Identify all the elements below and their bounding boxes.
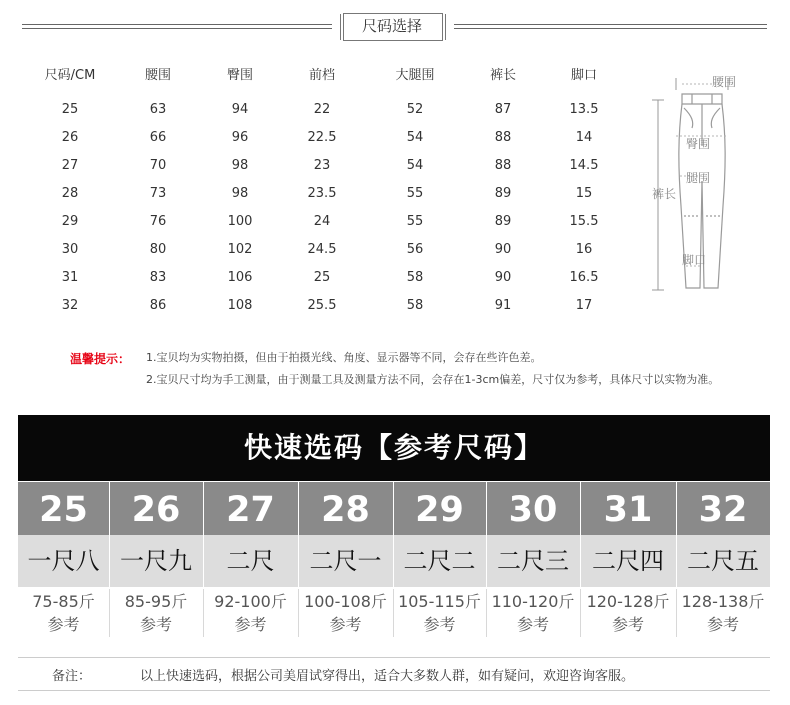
size-table-cell: 96: [231, 130, 249, 145]
size-table-cell: 86: [149, 298, 167, 313]
quick-size-ref: 参考: [139, 615, 172, 634]
size-table-cell: 94: [231, 102, 249, 117]
size-table-header-cell: 大腿围: [395, 68, 435, 83]
notes-label: 温馨提示：: [70, 352, 131, 366]
size-table-cell: 89: [494, 214, 512, 229]
size-table-header-cell: 尺码/CM: [44, 68, 96, 83]
size-table-cell: 56: [406, 242, 424, 257]
size-table-cell: 27: [61, 158, 79, 173]
size-table-cell: 22.5: [307, 130, 337, 145]
header-divider-left: [22, 24, 332, 29]
grid-lower-divider: [676, 589, 677, 637]
size-table-header-cell: 腰围: [144, 68, 171, 83]
quick-size-number: 26: [109, 482, 203, 535]
size-table-cell: 108: [227, 298, 253, 313]
size-table-cell: 106: [227, 270, 253, 285]
size-table-cell: 31: [61, 270, 79, 285]
size-table-cell: 55: [406, 186, 424, 201]
size-table-header-cell: 前档: [308, 68, 335, 83]
size-table-cell: 23: [313, 158, 331, 173]
size-table-cell: 98: [231, 158, 249, 173]
size-table-cell: 90: [494, 270, 512, 285]
size-table-cell: 16: [575, 242, 593, 257]
grid-lower-divider: [580, 589, 581, 637]
size-table-cell: 30: [61, 242, 79, 257]
quick-size-column-28: [298, 482, 393, 657]
page-title: 尺码选择: [361, 17, 422, 35]
size-table-cell: 29: [61, 214, 79, 229]
quick-size-weight: 128-138斤: [681, 592, 765, 611]
quick-size-number: 29: [393, 482, 486, 535]
size-table-cell: 58: [406, 298, 424, 313]
size-table-cell: 88: [494, 158, 512, 173]
size-table-cell: 24: [313, 214, 331, 229]
size-table-cell: 26: [61, 130, 79, 145]
size-table-cell: 14: [575, 130, 593, 145]
note-line-1: 1.宝贝均为实物拍摄，但由于拍摄光线、角度、显示器等不同，会存在些许色差。: [146, 351, 542, 364]
quick-size-number: 31: [580, 482, 676, 535]
grid-lower-divider: [393, 589, 394, 637]
header-divider-right: [454, 24, 767, 29]
quick-size-weight: 110-120斤: [491, 592, 575, 611]
quick-size-column-25: [18, 482, 109, 657]
size-table-cell: 80: [149, 242, 167, 257]
quick-size-chinese: 二尺四: [580, 535, 676, 587]
size-table-cell: 17: [575, 298, 593, 313]
size-table-cell: 54: [406, 130, 424, 145]
length-label: 裤长: [652, 187, 677, 201]
hip-label: 臀围: [686, 137, 711, 151]
size-table-cell: 25: [313, 270, 331, 285]
pants-measurement-diagram: [640, 66, 780, 306]
quick-size-ref: 参考: [329, 615, 362, 634]
quick-size-weight: 120-128斤: [586, 592, 670, 611]
size-table-cell: 25.5: [307, 298, 337, 313]
size-table-cell: 90: [494, 242, 512, 257]
quick-size-ref: 参考: [611, 615, 644, 634]
size-table-cell: 87: [494, 102, 512, 117]
size-table-cell: 76: [149, 214, 167, 229]
grid-lower-divider: [109, 589, 110, 637]
size-table-cell: 73: [149, 186, 167, 201]
size-table-cell: 54: [406, 158, 424, 173]
quick-size-weight: 100-108斤: [304, 592, 387, 611]
quick-size-weight: 75-85斤: [32, 592, 95, 611]
quick-size-column-30: [486, 482, 580, 657]
quick-size-ref: 参考: [516, 615, 549, 634]
quick-size-ref: 参考: [423, 615, 456, 634]
hem-label: 脚口: [682, 253, 707, 267]
quick-size-column-29: [393, 482, 486, 657]
quick-size-column-31: [580, 482, 676, 657]
quick-size-chinese: 二尺二: [393, 535, 486, 587]
size-table-cell: 58: [406, 270, 424, 285]
grid-lower-divider: [203, 589, 204, 637]
quick-size-number: 25: [18, 482, 109, 535]
footer-label: 备注：: [52, 669, 92, 684]
quick-size-weight: 85-95斤: [124, 592, 188, 611]
waist-label: 腰围: [712, 75, 737, 89]
quick-size-weight: 92-100斤: [214, 592, 287, 611]
size-table-cell: 91: [494, 298, 512, 313]
quick-size-chinese: 一尺九: [109, 535, 203, 587]
note-line-2: 2.宝贝尺寸均为手工测量，由于测量工具及测量方法不同，会存在1-3cm偏差，尺寸仅为参考，具体尺寸以实物为准。: [146, 373, 720, 386]
quick-size-column-27: [203, 482, 298, 657]
quick-size-number: 28: [298, 482, 393, 535]
size-table-cell: 13.5: [569, 102, 599, 117]
size-table-cell: 63: [149, 102, 167, 117]
quick-size-weight: 105-115斤: [398, 592, 481, 611]
size-table-cell: 88: [494, 130, 512, 145]
size-table-cell: 28: [61, 186, 79, 201]
size-table-cell: 52: [406, 102, 424, 117]
quick-size-chinese: 一尺八: [18, 535, 109, 587]
quick-size-number: 27: [203, 482, 298, 535]
grid-lower-divider: [486, 589, 487, 637]
size-table-cell: 25: [61, 102, 79, 117]
size-table-cell: 15: [575, 186, 593, 201]
size-table-cell: 70: [149, 158, 167, 173]
grid-lower-divider: [298, 589, 299, 637]
size-table-cell: 83: [149, 270, 167, 285]
quick-size-number: 32: [676, 482, 770, 535]
size-table-cell: 15.5: [569, 214, 599, 229]
size-table-cell: 66: [149, 130, 167, 145]
size-table-cell: 14.5: [569, 158, 599, 173]
quick-size-ref: 参考: [234, 615, 267, 634]
size-table-cell: 32: [61, 298, 79, 313]
quick-size-ref: 参考: [706, 615, 739, 634]
size-table-cell: 55: [406, 214, 424, 229]
footer-text: 以上快速选码，根据公司美眉试穿得出，适合大多数人群，如有疑问，欢迎咨询客服。: [140, 669, 635, 684]
footer-divider: [18, 690, 770, 691]
size-table-cell: 89: [494, 186, 512, 201]
quick-size-chinese: 二尺: [203, 535, 298, 587]
quick-size-ref: 参考: [47, 615, 80, 634]
size-table-cell: 98: [231, 186, 249, 201]
quick-size-chinese: 二尺五: [676, 535, 770, 587]
size-table-cell: 24.5: [307, 242, 337, 257]
size-table-cell: 16.5: [569, 270, 599, 285]
size-table-cell: 102: [227, 242, 253, 257]
size-table-cell: 100: [227, 214, 253, 229]
size-table-header-cell: 臀围: [226, 68, 253, 83]
size-table-cell: 22: [313, 102, 331, 117]
quick-size-column-32: [676, 482, 770, 657]
quick-size-chinese: 二尺一: [298, 535, 393, 587]
thigh-label: 腿围: [686, 171, 711, 185]
quick-size-column-26: [109, 482, 203, 657]
quick-size-banner: 快速选码【参考尺码】: [18, 415, 770, 481]
size-table-header-cell: 脚口: [570, 68, 597, 83]
quick-size-number: 30: [486, 482, 580, 535]
size-table-header-cell: 裤长: [489, 68, 516, 83]
grid-bottom-divider: [18, 657, 770, 658]
size-table-cell: 23.5: [307, 186, 337, 201]
quick-size-chinese: 二尺三: [486, 535, 580, 587]
